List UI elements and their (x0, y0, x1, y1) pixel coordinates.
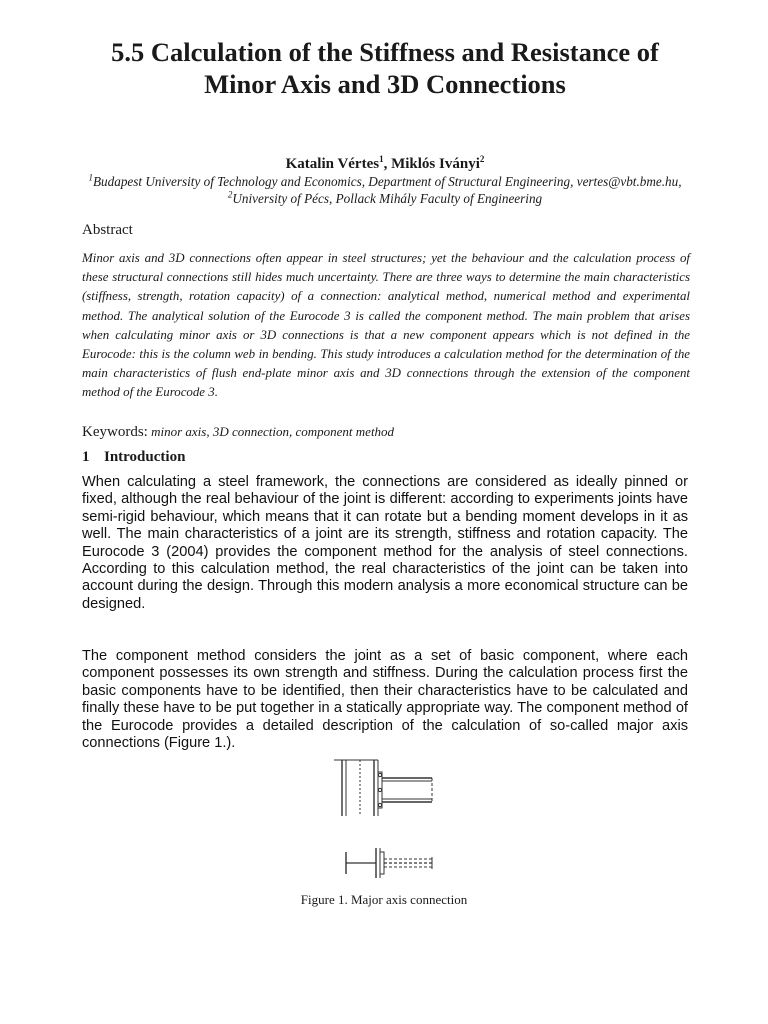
author-1-affiliation-mark: 1 (379, 154, 384, 164)
affiliation-2-mark: 2 (227, 189, 233, 200)
figure-caption: Figure 1. Major axis connection (300, 892, 468, 907)
bolt-mid (378, 788, 381, 791)
paragraph-1: When calculating a steel framework, the connections are considered as ideally pinned or fixed, although the real behaviour of the joint is different: according to experiments joints have semi-rigid behaviour, which means that it can rotate but a bending moment develops in it as well. The main characteristics of a joint are its strength, stiffness and rotation capacity. The Eurocode 3 (2004) provides the component method for the analysis of steel connections. According to this calculation method, the real characteristics of the joint can be taken into account during the design. Through this modern analysis a more economical structure can be designed. (82, 474, 688, 612)
author-2-affiliation-mark: 2 (479, 154, 485, 164)
keywords-label: Keywords: (82, 424, 148, 440)
author-1: Katalin Vértes (285, 156, 380, 172)
affiliation-1: Budapest University of Technology and Economics, Department of Structural Engineering, vertes@vbt.bme.hu, (93, 174, 682, 189)
keywords-line (82, 423, 690, 441)
plan-end-plate (380, 852, 384, 874)
author-separator: , (383, 156, 392, 172)
author-2: Miklós Iványi (391, 156, 480, 172)
affiliation-2: University of Pécs, Pollack Mihály Faculty of Engineering (232, 191, 543, 206)
author-line (80, 155, 690, 173)
abstract-text: Minor axis and 3D connections often appear in steel structures; yet the behaviour and the calculation process of these structural connections still hides much uncertainty. There are three ways to determine the main characteristics (stiffness, strength, rotation capacity) of a connection: analytical method, numerical method and experimental method. The analytical solution of the Eurocode 3 is called the component method. The main problem that arises when calculating minor axis or 3D connections is that a new component appears which is not defined in the Eurocode: this is the column web in bending. This study introduces a calculation method for the determination of the main characteristics of flush end-plate minor axis and 3D connections through the extension of the component method of the Eurocode 3. (82, 251, 690, 400)
bolt-top (378, 773, 381, 776)
section-heading (82, 448, 185, 466)
affiliation-1-mark: 1 (88, 172, 93, 183)
affiliations (78, 173, 692, 207)
section-title: Introduction (104, 449, 186, 465)
section-number: 1 (82, 449, 90, 465)
abstract-heading: Abstract (82, 222, 133, 238)
major-axis-connection-figure (334, 756, 444, 881)
keywords-values: minor axis, 3D connection, component method (151, 424, 395, 439)
paper-title: 5.5 Calculation of the Stiffness and Resistance of Minor Axis and 3D Connections (111, 37, 659, 99)
bolt-bottom (378, 803, 381, 806)
paragraph-2: The component method considers the joint as a set of basic component, where each component possesses its own strength and stiffness. During the calculation process first the basic components have to be identified, then their characteristics have to be calculated and finally these have to be put together in a statically appropriate way. The component method of the Eurocode provides a detailed description of the calculation of so-called major axis connections (Figure 1.). (82, 648, 688, 752)
